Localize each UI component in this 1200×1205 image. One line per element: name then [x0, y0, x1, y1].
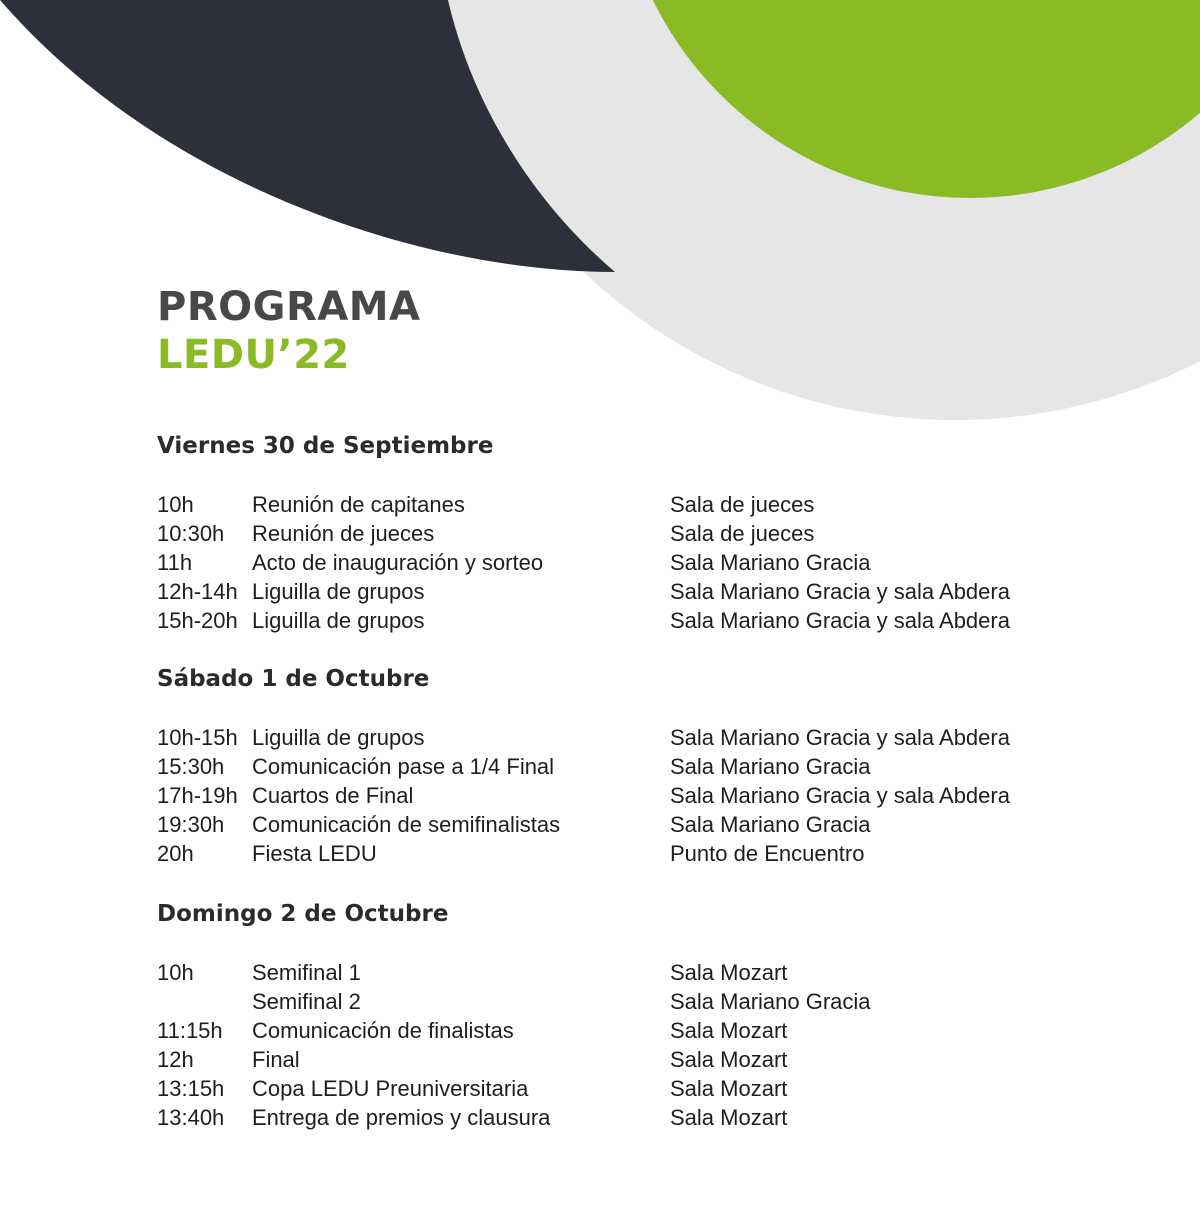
schedule-row	[157, 987, 1077, 1016]
event-place: Sala Mozart	[670, 1046, 788, 1072]
event-place: Sala Mozart	[670, 1075, 788, 1101]
schedule-row	[157, 1074, 1077, 1103]
event-activity: Reunión de jueces	[252, 520, 435, 546]
schedule-row	[157, 606, 1077, 635]
event-time: 15:30h	[157, 753, 225, 779]
event-time: 20h	[157, 840, 194, 866]
event-activity: Semifinal 2	[252, 988, 361, 1014]
event-place: Sala Mariano Gracia	[670, 549, 871, 575]
schedule-row	[157, 490, 1077, 519]
event-place: Sala de jueces	[670, 520, 815, 546]
event-place: Sala Mariano Gracia y sala Abdera	[670, 782, 1010, 808]
schedule-row	[157, 752, 1077, 781]
event-place: Sala Mariano Gracia	[670, 753, 871, 779]
event-activity: Liguilla de grupos	[252, 607, 425, 633]
event-place: Sala Mozart	[670, 1017, 788, 1043]
event-place: Sala Mariano Gracia y sala Abdera	[670, 724, 1010, 750]
day-heading-friday: Viernes 30 de Septiembre	[157, 433, 494, 459]
event-activity: Reunión de capitanes	[252, 491, 465, 517]
schedule-row	[157, 1016, 1077, 1045]
schedule-row	[157, 548, 1077, 577]
event-time: 10:30h	[157, 520, 225, 546]
schedule-row	[157, 810, 1077, 839]
day-heading-sunday: Domingo 2 de Octubre	[157, 901, 449, 927]
event-activity: Fiesta LEDU	[252, 840, 377, 866]
schedule-friday	[157, 490, 1077, 635]
schedule-row	[157, 1045, 1077, 1074]
event-time: 12h-14h	[157, 578, 238, 604]
event-activity: Comunicación de semifinalistas	[252, 811, 561, 837]
schedule-sunday	[157, 958, 1077, 1132]
schedule-row	[157, 781, 1077, 810]
event-activity: Comunicación de finalistas	[252, 1017, 514, 1043]
event-time: 10h	[157, 491, 194, 517]
event-place: Sala Mozart	[670, 959, 788, 985]
event-activity: Cuartos de Final	[252, 782, 414, 808]
event-place: Sala Mozart	[670, 1104, 788, 1130]
event-time: 17h-19h	[157, 782, 238, 808]
event-time: 10h-15h	[157, 724, 238, 750]
title-line-ledu: LEDU’22	[157, 332, 350, 378]
event-place: Sala Mariano Gracia	[670, 988, 871, 1014]
schedule-row	[157, 839, 1077, 868]
event-place: Sala Mariano Gracia	[670, 811, 871, 837]
day-heading-saturday: Sábado 1 de Octubre	[157, 666, 430, 692]
event-time: 15h-20h	[157, 607, 238, 633]
event-time: 19:30h	[157, 811, 225, 837]
event-place: Sala Mariano Gracia y sala Abdera	[670, 607, 1010, 633]
title-line-programa: PROGRAMA	[157, 284, 421, 330]
event-time: 13:40h	[157, 1104, 225, 1130]
event-time: 12h	[157, 1046, 194, 1072]
event-activity: Acto de inauguración y sorteo	[252, 549, 544, 575]
event-activity: Semifinal 1	[252, 959, 361, 985]
event-activity: Liguilla de grupos	[252, 578, 425, 604]
schedule-row	[157, 1103, 1077, 1132]
event-place: Sala Mariano Gracia y sala Abdera	[670, 578, 1010, 604]
event-activity: Final	[252, 1046, 300, 1072]
event-activity: Copa LEDU Preuniversitaria	[252, 1075, 529, 1101]
page-title	[157, 283, 420, 379]
schedule-saturday	[157, 723, 1077, 868]
schedule-row	[157, 519, 1077, 548]
schedule-row	[157, 958, 1077, 987]
event-activity: Liguilla de grupos	[252, 724, 425, 750]
event-place: Punto de Encuentro	[670, 840, 865, 866]
event-time: 11:15h	[157, 1017, 223, 1043]
event-time: 13:15h	[157, 1075, 225, 1101]
event-time: 11h	[157, 549, 193, 575]
event-activity: Entrega de premios y clausura	[252, 1104, 551, 1130]
event-place: Sala de jueces	[670, 491, 815, 517]
event-time: 10h	[157, 959, 194, 985]
schedule-row	[157, 577, 1077, 606]
event-activity: Comunicación pase a 1/4 Final	[252, 753, 555, 779]
schedule-row	[157, 723, 1077, 752]
